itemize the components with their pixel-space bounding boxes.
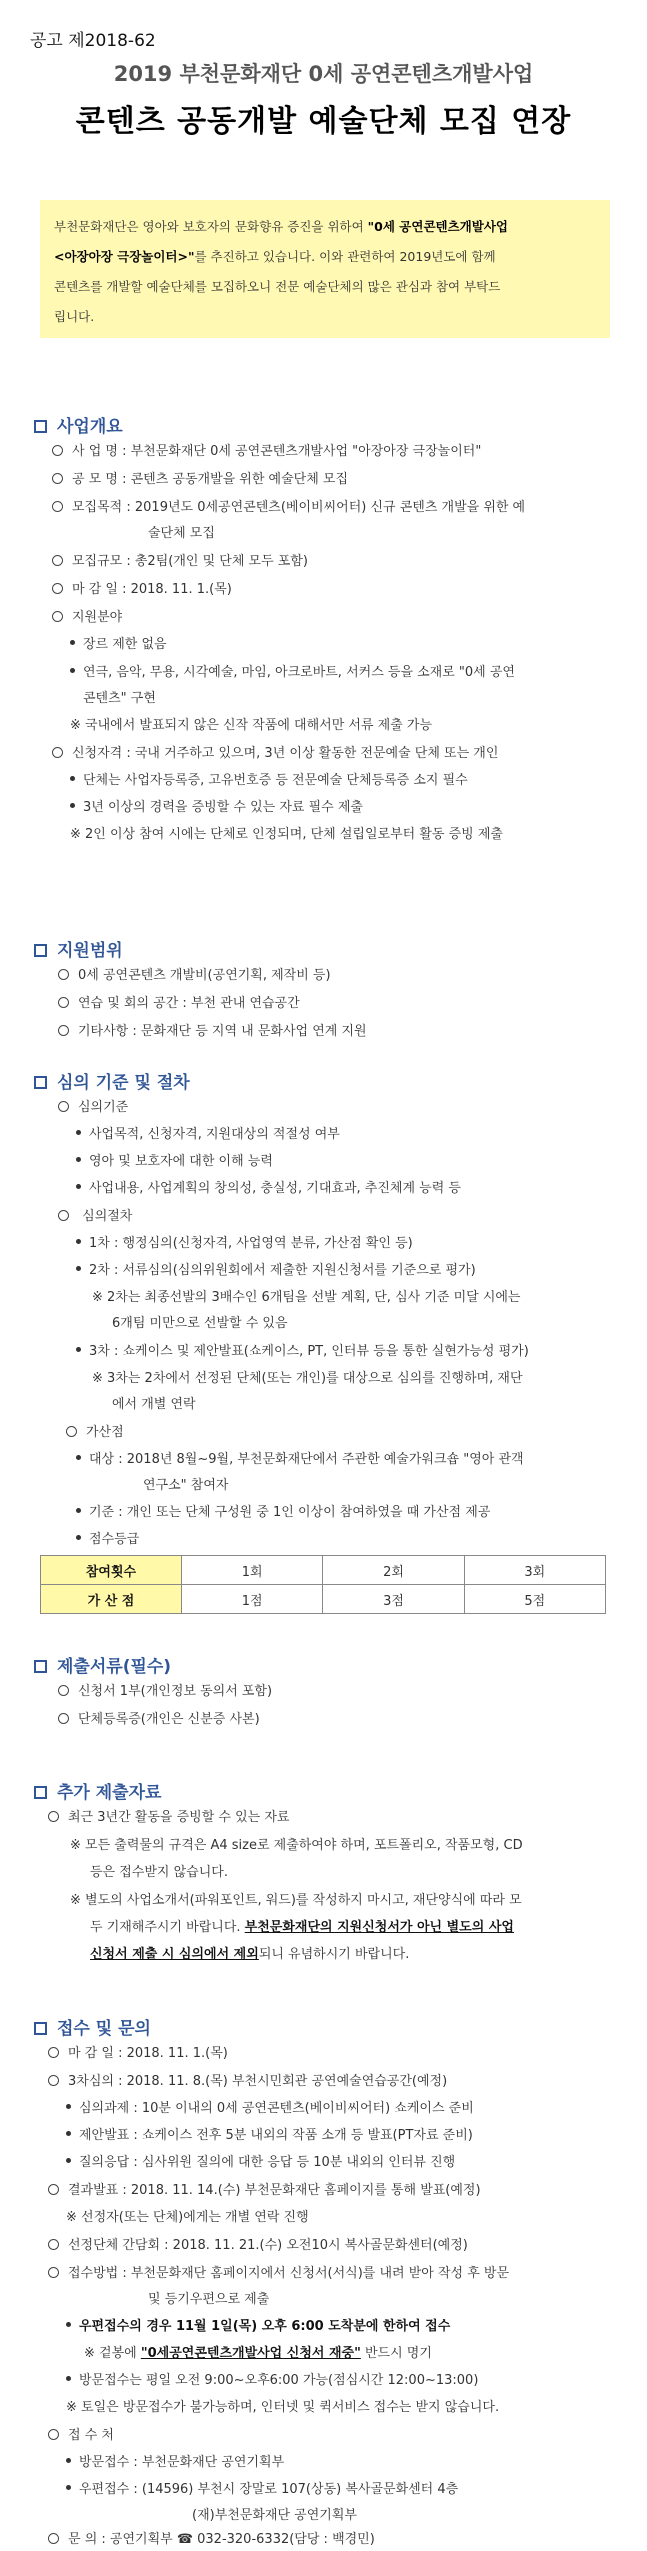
dot-bullet-icon	[76, 1184, 81, 1189]
line-presentation: 제안발표 : 쇼케이스 전후 5분 내외의 작품 소개 등 발표(PT자료 준비)	[66, 2124, 473, 2143]
line-eligibility: 신청자격 : 국내 거주하고 있으며, 3년 이상 활동한 전문예술 단체 또는 개인	[52, 742, 498, 761]
note-result: ※ 선정자(또는 단체)에게는 개별 연락 진행	[66, 2210, 309, 2225]
dot-bullet-icon	[76, 1508, 81, 1513]
note-process-3: ※ 3차는 2차에서 선정된 단체(또는 개인)를 대상으로 심의를 진행하며, 재단	[92, 1371, 523, 1386]
line-bonus-target: 대상 : 2018년 8월~9월, 부천문화재단에서 주관한 예술가워크숍 "영아 관객	[76, 1448, 524, 1467]
line-scale: 모집규모 : 총2팀(개인 및 단체 모두 포함)	[52, 550, 308, 569]
dot-bullet-icon	[70, 640, 75, 645]
line-method: 접수방법 : 부천문화재단 홈페이지에서 신청서(서식)를 내려 받아 작성 후 방문	[48, 2262, 509, 2281]
note-process-2: ※ 2차는 최종선발의 3배수인 6개팀을 선발 계획, 단, 심사 기준 미달 시에는	[92, 1290, 521, 1305]
dot-bullet-icon	[76, 1535, 81, 1540]
section-title: 지원범위	[57, 941, 123, 961]
dot-bullet-icon	[76, 1347, 81, 1352]
square-bullet-icon	[34, 420, 47, 433]
section-title: 심의 기준 및 절차	[57, 1073, 190, 1093]
line-meeting: 선정단체 간담회 : 2018. 11. 21.(수) 오전10시 복사골문화센터(예정)	[48, 2234, 468, 2253]
dot-bullet-icon	[66, 2458, 71, 2463]
note-a4-cont: 등은 접수받지 않습니다.	[90, 1865, 228, 1880]
section-title: 접수 및 문의	[57, 2019, 151, 2039]
line-process-1: 1차 : 행정심의(신청자격, 사업영역 분류, 가산점 확인 등)	[76, 1232, 413, 1251]
dot-bullet-icon	[70, 668, 75, 673]
circle-bullet-icon	[52, 555, 63, 566]
line-process-2: 2차 : 서류심의(심의위원회에서 제출한 지원신청서를 기준으로 평가)	[76, 1259, 476, 1278]
table-row	[41, 1585, 606, 1614]
dot-bullet-icon	[76, 1130, 81, 1135]
dot-bullet-icon	[66, 2158, 71, 2163]
line-support-space: 연습 및 회의 공간 : 부천 관내 연습공간	[58, 992, 300, 1011]
line-mail-deadline: 우편접수의 경우 11월 1일(목) 오후 6:00 도착분에 한하여 접수	[66, 2315, 450, 2334]
line-office-mail-cont: (재)부천문화재단 공연기획부	[192, 2508, 357, 2523]
table-head-count: 참여횟수	[41, 1556, 182, 1585]
note-process-2-cont: 6개팀 미만으로 선발할 수 있음	[112, 1316, 288, 1331]
table-cell: 1회	[182, 1556, 323, 1585]
square-bullet-icon	[34, 1076, 47, 1089]
line-project-name: 사 업 명 : 부천문화재단 0세 공연콘텐츠개발사업 "아장아장 극장놀이터"	[52, 440, 481, 459]
note-new-work: ※ 국내에서 발표되지 않은 신작 작품에 대해서만 서류 제출 가능	[70, 718, 433, 733]
intro-text-3: 콘텐츠를 개발할 예술단체를 모집하오니 전문 예술단체의 많은 관심과 참여 부탁드	[54, 279, 501, 294]
table-cell: 3점	[323, 1585, 464, 1614]
circle-bullet-icon	[48, 2075, 59, 2086]
section-title: 사업개요	[57, 417, 123, 437]
dot-bullet-icon	[76, 1157, 81, 1162]
line-office-mail: 우편접수 : (14596) 부천시 장말로 107(상동) 복사골문화센터 4층	[66, 2478, 458, 2497]
dot-bullet-icon	[66, 2104, 71, 2109]
circle-bullet-icon	[48, 2533, 59, 2544]
line-contest-name: 공 모 명 : 콘텐츠 공동개발을 위한 예술단체 모집	[52, 468, 348, 487]
line-task: 심의과제 : 10분 이내의 0세 공연콘텐츠(베이비씨어터) 쇼케이스 준비	[66, 2097, 474, 2116]
line-bonus-grade: 점수등급	[76, 1528, 139, 1547]
table-row	[41, 1556, 606, 1585]
notice-number: 공고 제2018-62	[30, 31, 156, 51]
line-method-cont: 및 등기우편으로 제출	[148, 2292, 270, 2307]
title-line-2: 콘텐츠 공동개발 예술단체 모집 연장	[75, 104, 572, 139]
line-field-art-cont: 콘텐츠" 구현	[83, 691, 156, 706]
square-bullet-icon	[34, 1660, 47, 1673]
line-office: 접 수 처	[48, 2424, 114, 2443]
dot-bullet-icon	[66, 2131, 71, 2136]
circle-bullet-icon	[58, 1685, 69, 1696]
line-review-criteria: 심의기준	[58, 1096, 128, 1115]
line-criteria-a: 사업목적, 신청자격, 지원대상의 적절성 여부	[76, 1123, 340, 1142]
note-two-people: ※ 2인 이상 참여 시에는 단체로 인정되며, 단체 설립일로부터 활동 증빙 제출	[70, 827, 503, 842]
square-bullet-icon	[34, 944, 47, 957]
circle-bullet-icon	[48, 2267, 59, 2278]
circle-bullet-icon	[58, 1101, 69, 1112]
line-support-budget: 0세 공연콘텐츠 개발비(공연기획, 제작비 등)	[58, 964, 331, 983]
section-title: 제출서류(필수)	[57, 1657, 172, 1677]
line-purpose-cont: 술단체 모집	[148, 526, 215, 541]
line-criteria-c: 사업내용, 사업계획의 창의성, 충실성, 기대효과, 추진체계 능력 등	[76, 1177, 461, 1196]
line-qna: 질의응답 : 심사위원 질의에 대한 응답 등 10분 내외의 인터뷰 진행	[66, 2151, 455, 2170]
dot-bullet-icon	[66, 2485, 71, 2490]
note-form: ※ 별도의 사업소개서(파워포인트, 워드)를 작성하지 마시고, 재단양식에 따라 모	[70, 1893, 522, 1908]
dot-bullet-icon	[70, 803, 75, 808]
line-eligibility-career: 3년 이상의 경력을 증빙할 수 있는 자료 필수 제출	[70, 796, 363, 815]
circle-bullet-icon	[52, 611, 63, 622]
table-cell: 1점	[182, 1585, 323, 1614]
line-contact-deadline: 마 감 일 : 2018. 11. 1.(목)	[48, 2042, 228, 2061]
line-field-genre: 장르 제한 없음	[70, 633, 167, 652]
table-cell: 3회	[464, 1556, 605, 1585]
circle-bullet-icon	[48, 1811, 59, 1822]
underlined-warning: 부천문화재단의 지원신청서가 아닌 별도의 사업	[244, 1920, 514, 1935]
line-field: 지원분야	[52, 606, 122, 625]
section-heading-support	[34, 936, 123, 961]
dot-bullet-icon	[66, 2322, 71, 2327]
dot-bullet-icon	[76, 1455, 81, 1460]
line-purpose: 모집목적 : 2019년도 0세공연콘텐츠(베이비씨어터) 신규 콘텐츠 개발을 위한 예	[52, 496, 525, 515]
line-eligibility-group: 단체는 사업자등록증, 고유번호증 등 전문예술 단체등록증 소지 필수	[70, 769, 468, 788]
section-title: 추가 제출자료	[57, 1783, 162, 1803]
circle-bullet-icon	[48, 2239, 59, 2250]
circle-bullet-icon	[52, 445, 63, 456]
circle-bullet-icon	[52, 747, 63, 758]
title-line-1: 2019 부천문화재단 0세 공연콘텐츠개발사업	[113, 62, 534, 86]
line-result: 결과발표 : 2018. 11. 14.(수) 부천문화재단 홈페이지를 통해 발표(예정)	[48, 2179, 481, 2198]
circle-bullet-icon	[48, 2047, 59, 2058]
line-bonus-target-cont: 연구소" 참여자	[143, 1478, 229, 1493]
circle-bullet-icon	[58, 1025, 69, 1036]
table-cell: 5점	[464, 1585, 605, 1614]
line-inquiry: 문 의 : 공연기획부 ☎ 032-320-6332(담당 : 백경민)	[48, 2528, 375, 2547]
line-bonus: 가산점	[66, 1421, 124, 1440]
table-head-points: 가 산 점	[41, 1585, 182, 1614]
circle-bullet-icon	[52, 583, 63, 594]
line-deadline: 마 감 일 : 2018. 11. 1.(목)	[52, 578, 232, 597]
line-doc-application: 신청서 1부(개인정보 동의서 포함)	[58, 1680, 272, 1699]
section-heading-documents	[34, 1652, 171, 1677]
note-form-cont-2: 신청서 제출 시 심의에서 제외되니 유념하시기 바랍니다.	[90, 1947, 410, 1962]
line-visit-hours: 방문접수는 평일 오전 9:00~오후6:00 가능(점심시간 12:00~13:00)	[66, 2369, 478, 2388]
dot-bullet-icon	[66, 2376, 71, 2381]
square-bullet-icon	[34, 2022, 47, 2035]
circle-bullet-icon	[58, 1713, 69, 1724]
intro-box	[40, 200, 610, 338]
circle-bullet-icon	[52, 473, 63, 484]
dot-bullet-icon	[76, 1266, 81, 1271]
line-process-3: 3차 : 쇼케이스 및 제안발표(쇼케이스, PT, 인터뷰 등을 통한 실현가능성 평가)	[76, 1340, 529, 1359]
line-support-other: 기타사항 : 문화재단 등 지역 내 문화사업 연계 지원	[58, 1020, 367, 1039]
line-field-art: 연극, 음악, 무용, 시각예술, 마임, 아크로바트, 서커스 등을 소재로 "0세 공연	[70, 661, 515, 680]
note-weekend: ※ 토일은 방문접수가 불가능하며, 인터넷 및 퀵서비스 접수는 받지 않습니다.	[66, 2400, 500, 2415]
bonus-table	[40, 1555, 606, 1614]
note-a4: ※ 모든 출력물의 규격은 A4 size로 제출하여야 하며, 포트폴리오, 작품모형, CD	[70, 1838, 523, 1853]
circle-bullet-icon	[52, 501, 63, 512]
intro-text: 부천문화재단은 영아와 보호자의 문화향유 증진을 위하여	[54, 219, 368, 234]
intro-project-name: "0세 공연콘텐츠개발사업	[367, 219, 508, 234]
note-process-3-cont: 에서 개별 연락	[112, 1397, 196, 1412]
line-additional-proof: 최근 3년간 활동을 증빙할 수 있는 자료	[48, 1806, 289, 1825]
line-third-review: 3차심의 : 2018. 11. 8.(목) 부천시민회관 공연예술연습공간(예정)	[48, 2070, 447, 2089]
line-doc-registration: 단체등록증(개인은 신분증 사본)	[58, 1708, 260, 1727]
table-cell: 2회	[323, 1556, 464, 1585]
line-bonus-criteria: 기준 : 개인 또는 단체 구성원 중 1인 이상이 참여하였을 때 가산점 제공	[76, 1501, 490, 1520]
intro-text-4: 립니다.	[54, 309, 95, 324]
circle-bullet-icon	[58, 1210, 69, 1221]
section-heading-additional	[34, 1778, 161, 1803]
section-heading-contact	[34, 2014, 151, 2039]
line-criteria-b: 영아 및 보호자에 대한 이해 능력	[76, 1150, 273, 1169]
circle-bullet-icon	[58, 997, 69, 1008]
underlined-warning-2: 신청서 제출 시 심의에서 제외	[90, 1947, 259, 1962]
intro-program-name: <아장아장 극장놀이터>"	[54, 249, 195, 264]
dot-bullet-icon	[76, 1239, 81, 1244]
section-heading-review	[34, 1068, 190, 1093]
section-heading-overview	[34, 412, 123, 437]
intro-text-2: 를 추진하고 있습니다. 이와 관련하여 2019년도에 함께	[194, 249, 496, 264]
line-office-visit: 방문접수 : 부천문화재단 공연기획부	[66, 2451, 284, 2470]
envelope-label: "0세공연콘텐츠개발사업 신청서 재중"	[140, 2346, 361, 2361]
circle-bullet-icon	[48, 2429, 59, 2440]
circle-bullet-icon	[48, 2184, 59, 2195]
square-bullet-icon	[34, 1786, 47, 1799]
line-review-process: 심의절차	[58, 1205, 132, 1224]
dot-bullet-icon	[70, 776, 75, 781]
note-form-cont: 두 기재해주시기 바랍니다. 부천문화재단의 지원신청서가 아닌 별도의 사업	[90, 1920, 514, 1935]
circle-bullet-icon	[66, 1426, 77, 1437]
circle-bullet-icon	[58, 969, 69, 980]
note-envelope: ※ 겉봉에 "0세공연콘텐츠개발사업 신청서 재중" 반드시 명기	[84, 2346, 432, 2361]
